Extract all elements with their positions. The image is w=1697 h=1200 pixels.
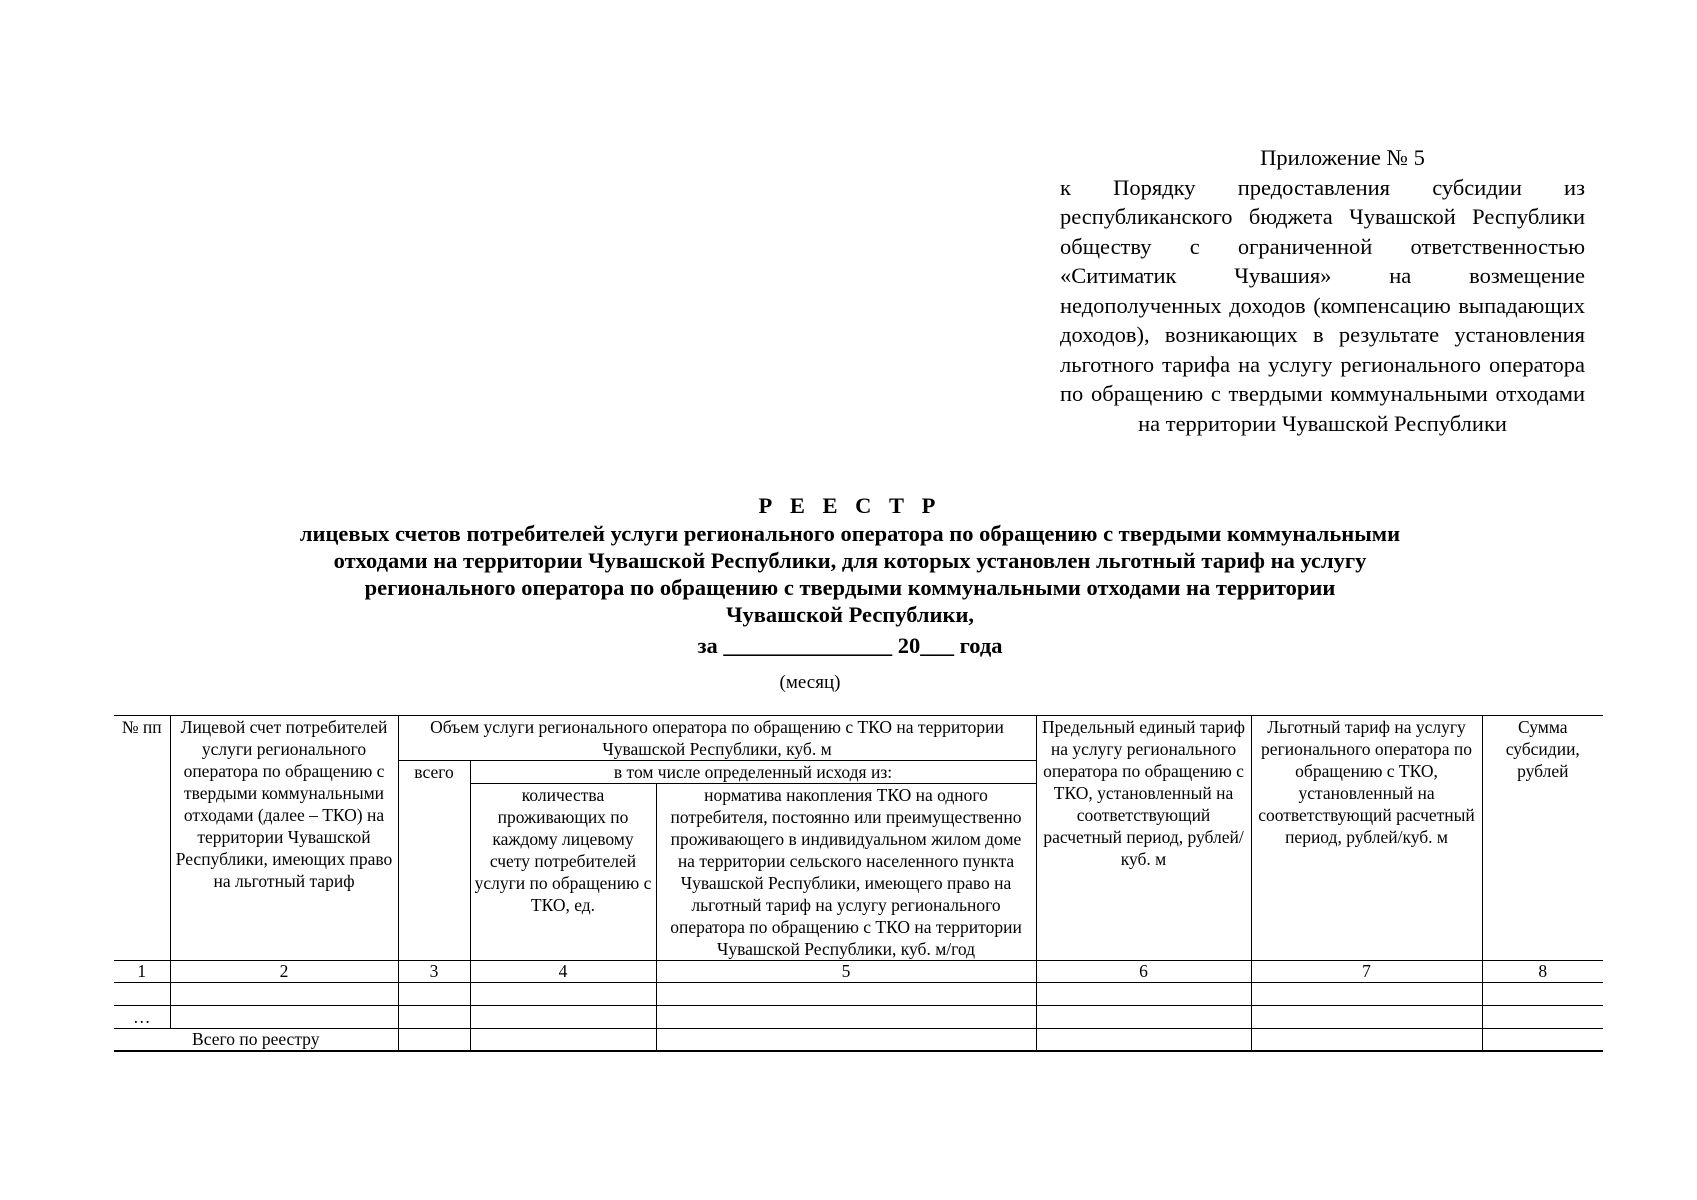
- header-max-tariff: Предельный единый тариф на услугу регионального оператора по обращению с ТКО, установленный на соответствующий расчетный период, рублей/куб. м: [1036, 716, 1251, 961]
- table-cell: [656, 1006, 1036, 1029]
- header-accumulation-norm: норматива накопления ТКО на одного потребителя, постоянно или преимущественно проживающего в индивидуальном жилом доме на территории сельского населенного пункта Чувашской Республики, имеющего право на льготный тариф на услугу регионального оператора по обращению с ТКО на территории Чувашской Республики, куб. м/год: [656, 784, 1036, 961]
- column-number: 4: [470, 961, 656, 983]
- header-account: Лицевой счет потребителей услуги регионального оператора по обращению с твердыми коммунальными отходами (далее – ТКО) на территории Чувашской Республики, имеющих право на льготный тариф: [170, 716, 398, 961]
- table-cell: [398, 1006, 470, 1029]
- table-cell: [398, 983, 470, 1006]
- column-number-row: [114, 961, 1603, 983]
- document-title: Р Е Е С Т Р: [758, 493, 942, 518]
- table-cell: [470, 1029, 656, 1052]
- table-row: [114, 1006, 1603, 1029]
- appendix-title: Приложение № 5: [1260, 145, 1425, 170]
- column-number: 7: [1251, 961, 1482, 983]
- table-cell: [1482, 983, 1603, 1006]
- header-residents-count: количества проживающих по каждому лицевому счету потребителей услуги по обращению с ТКО, ед.: [470, 784, 656, 961]
- table-cell: [1251, 1029, 1482, 1052]
- appendix-text: к Порядку предоставления субсидии из республиканского бюджета Чувашской Республики обществу с ограниченной ответственностью «Ситиматик Чувашия» на возмещение недополученных доходов (компенсацию выпадающих доходов), возникающих в результате установления льготного тарифа на услугу регионального оператора по обращению с твердыми коммунальными отходами на территории Чувашской Республики: [1060, 174, 1585, 436]
- registry-table: [114, 715, 1603, 1052]
- table-cell: [1036, 1029, 1251, 1052]
- table-cell: [1036, 983, 1251, 1006]
- column-number: 5: [656, 961, 1036, 983]
- heading-line-4: Чувашской Республики,: [725, 602, 975, 627]
- table-cell: [170, 983, 398, 1006]
- table-cell: [470, 983, 656, 1006]
- header-total-volume: всего: [398, 761, 470, 961]
- total-row: [114, 1029, 1603, 1052]
- column-number: 8: [1482, 961, 1603, 983]
- table-row: [114, 983, 1603, 1006]
- header-including: в том числе определенный исходя из:: [470, 761, 1036, 784]
- table-cell: [170, 1006, 398, 1029]
- table-cell: [1482, 1006, 1603, 1029]
- table-cell: [470, 1006, 656, 1029]
- header-volume-group: Объем услуги регионального оператора по обращению с ТКО на территории Чувашской Республики, куб. м: [398, 716, 1036, 761]
- header-preferential-tariff: Льготный тариф на услугу регионального оператора по обращению с ТКО, установленный на соответствующий расчетный период, рублей/куб. м: [1251, 716, 1482, 961]
- ellipsis-cell: …: [114, 1006, 170, 1029]
- table-cell: [1036, 1006, 1251, 1029]
- document-heading: [150, 492, 1550, 659]
- period-line: за _______________ 20___ года: [697, 633, 1003, 658]
- column-number: 3: [398, 961, 470, 983]
- total-label: Всего по реестру: [114, 1029, 398, 1052]
- appendix-block: [1060, 143, 1585, 438]
- table-cell: [1251, 983, 1482, 1006]
- column-number: 2: [170, 961, 398, 983]
- table-cell: [114, 983, 170, 1006]
- table-cell: [1482, 1029, 1603, 1052]
- table-cell: [398, 1029, 470, 1052]
- table-cell: [1251, 1006, 1482, 1029]
- column-number: 1: [114, 961, 170, 983]
- heading-line-2: отходами на территории Чувашской Республики, для которых установлен льготный тариф на услугу: [333, 548, 1367, 573]
- heading-line-1: лицевых счетов потребителей услуги регионального оператора по обращению с твердыми коммунальными: [299, 521, 1401, 546]
- heading-line-3: регионального оператора по обращению с твердыми коммунальными отходами на территории: [364, 575, 1336, 600]
- header-subsidy-sum: Сумма субсидии, рублей: [1482, 716, 1603, 961]
- month-caption: (месяц): [779, 672, 841, 693]
- table-cell: [656, 1029, 1036, 1052]
- table-cell: [656, 983, 1036, 1006]
- header-number: № пп: [114, 716, 170, 961]
- column-number: 6: [1036, 961, 1251, 983]
